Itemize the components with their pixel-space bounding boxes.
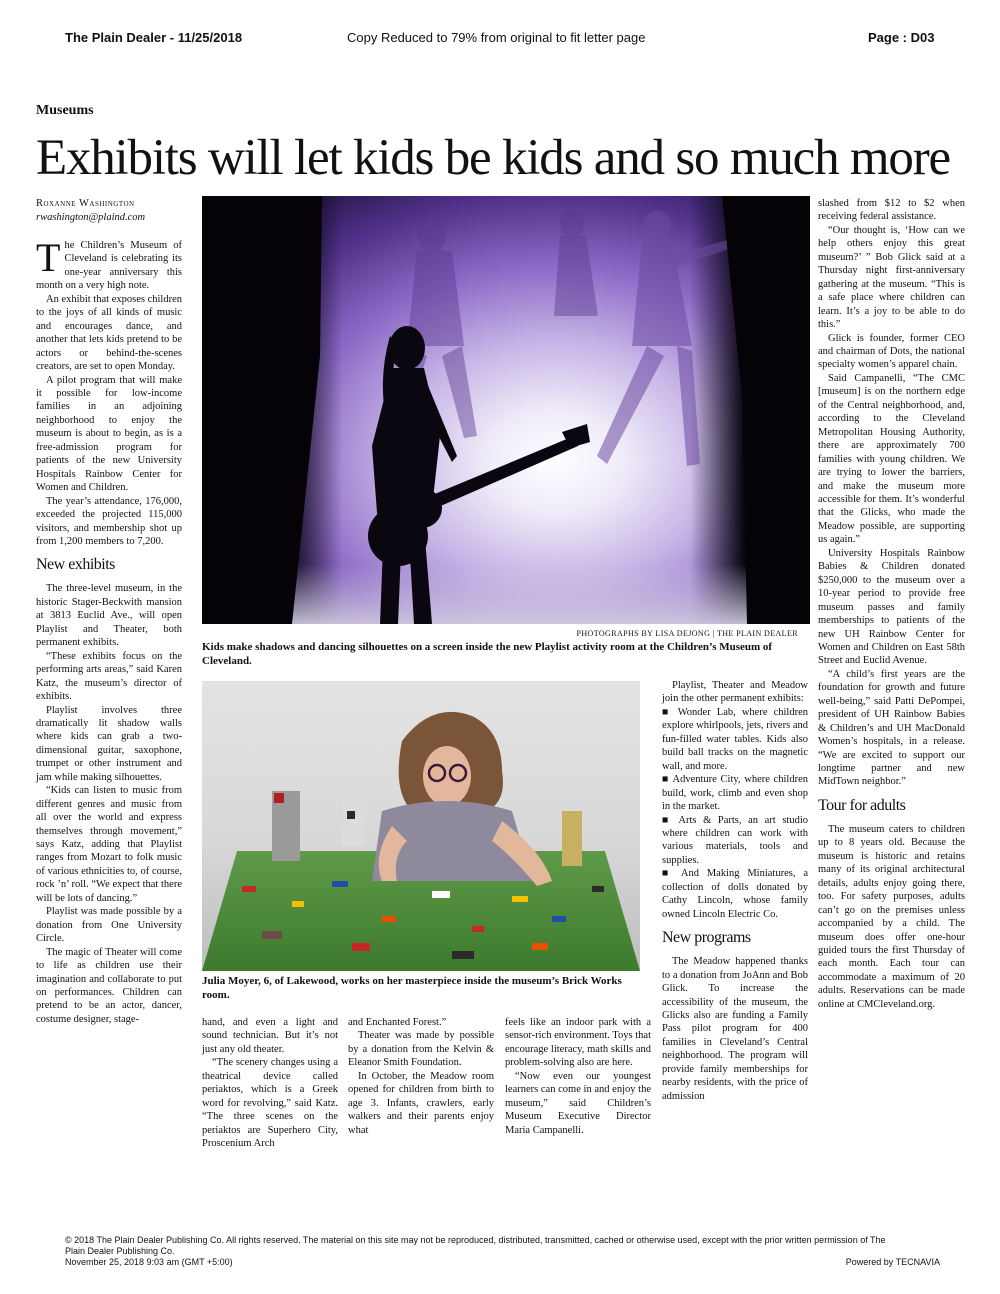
page-number: Page : D03 [868,30,935,45]
subhead-tour-for-adults: Tour for adults [818,796,906,814]
bullet-adventure-city: ■ Adventure City, where children build, work, climb and even shop in the market. [662,774,808,813]
bullet-wonder-lab: ■ Wonder Lab, where children explore whirlpools, jets, rivers and fun-filled water tables. Kids also build ball tracks on the magnetic wall, and more. [662,706,808,772]
paragraph: Theater was made by possible by a donation from the Kelvin & Eleanor Smith Foundation. [348,1030,494,1069]
subhead-new-exhibits: New exhibits [36,556,115,574]
column-5 [662,679,808,1103]
paragraph: “A child’s first years are the foundation for growth and future well-being,” said Patti DePompei, president of UH Rainbow Babies & Children’s and UH MacDonald Women’s hospitals, in a release. “We are excited to support our longtime partner and new MidTown neighbor.” [818,668,965,788]
photo-brick-works [202,681,640,971]
column-2 [202,1016,338,1151]
column-1 [36,197,182,1026]
silhouette-figures [202,196,810,624]
paragraph: Glick is founder, former CEO and chairman of Dots, the national specialty women’s apparel chain. [818,332,965,371]
caption-photo-2: Julia Moyer, 6, of Lakewood, works on her masterpiece inside the museum’s Brick Works room. [202,975,622,1001]
paragraph: “The scenery changes using a theatrical device called periaktos, which is a Greek word for revolving,” said Katz. “The three scenes on the periaktos are Superhero City, Proscenium Arch [202,1057,338,1150]
paragraph: hand, and even a light and sound technician. But it’s not just any old theater. [202,1017,338,1055]
column-4 [505,1016,651,1137]
copy-note: Copy Reduced to 79% from original to fit letter page [347,30,646,45]
paragraph: In October, the Meadow room opened for children from birth to age 3. Infants, crawlers, early walkers and their parents enjoy what [348,1070,494,1136]
paragraph: A pilot program that will make it possible for low-income families in an adjoining neighborhood to enjoy the museum is about to begin, as is a free-admission program for patients of the new University Hospitals Rainbow Center for Women and Children. [36,374,182,494]
paragraph: “Kids can listen to music from different genres and music from all over the world and express themselves through movement,” says Katz, adding that Playlist ranges from Mozart to folk music of various ethnicities to, of course, rock ’n’ roll. “We expect that there will be lots of dancing.” [36,785,182,904]
paragraph: Playlist involves three dramatically lit shadow walls where kids can grab a two-dimensional guitar, saxophone, trumpet or other instrument and jam while making silhouettes. [36,704,182,783]
column-6 [818,197,965,1011]
paragraph: Said Campanelli, “The CMC [museum] is on the northern edge of the Central neighborhood, and, according to the Cleveland Metropolitan Housing Authority, there are approximately 700 families with young children. We are trying to lower the barriers, and make the museum more accessible for them. It’s wonderful that the Glicks, who made the Meadow possible, are supporting us again.” [818,372,965,546]
bullet-arts-parts: ■ Arts & Parts, an art studio where children can work with various materials, tools and supplies. [662,814,808,866]
paragraph: An exhibit that exposes children to the joys of all kinds of music and encourages dance, and another that lets kids pretend to be actors or behind-the-scenes creators, are set to open Monday. [36,293,182,373]
paragraph: and Enchanted Forest.” [348,1017,447,1028]
paragraph: “Now even our youngest learners can come in and enjoy the museum,” said Children’s Museum Executive Director Maria Campanelli. [505,1070,651,1136]
paragraph: “Our thought is, ‘How can we help others enjoy this great museum?’ ” Bob Glick said at a Thursday night first-anniversary gathering at the museum. “This is a safe place where children can learn. It’s a joy to be able to do this.” [818,224,965,331]
column-3 [348,1016,494,1137]
paragraph: The year’s attendance, 176,000, exceeded the projected 115,000 visitors, and membership shot up from 1,200 members to 7,200. [36,495,182,547]
paragraph: The Meadow happened thanks to a donation from JoAnn and Bob Glick. To increase the accessibility of the museum, the Glicks also are funding a Family Pass pilot program for 400 families in Cleveland’s Central neighborhood. The program will provide family memberships for nearby residents, with the price of admission [662,956,808,1102]
caption-photo-1: Kids make shadows and dancing silhouettes on a screen inside the new Playlist activity room at the Children’s Museum of Cleveland. [202,641,773,667]
girl-with-bricks [202,681,640,971]
byline-email: rwashington@plaind.com [36,212,146,223]
paragraph: The magic of Theater will come to life as children use their imagination and collaborate to put on performances. Children can pretend to be an actor, dancer, costume designer, stage- [36,946,182,1025]
paper-date: The Plain Dealer - 11/25/2018 [65,30,243,45]
subhead-new-programs: New programs [662,929,751,947]
paragraph: feels like an indoor park with a sensor-rich environment. Toys that encourage literacy, math skills and problem-solving also are here. [505,1017,651,1069]
paragraph: The museum caters to children up to 8 years old. Because the museum is historic and retains many of its original architectural details, adults enjoy going there, too. For safety purposes, adults can’t go on the premises unless accompanied by a child. The museum does offer one-hour guided tours the first Thursday of each month. Each tour can accommodate a maximum of 20 adults. Reservations can be made online at CMCleveland.org. [818,823,965,1010]
photo-credit: PHOTOGRAPHS BY LISA DEJONG | THE PLAIN DEALER [576,629,798,638]
byline-name: Roxanne Washington [36,198,135,209]
powered-by: Powered by TECNAVIA [845,1257,940,1267]
paragraph: “These exhibits focus on the performing arts areas,” said Karen Katz, the museum’s director of exhibits. [36,650,182,703]
paragraph: he Children’s Museum of Cleveland is celebrating its one-year anniversary this month on a very high note. [36,240,182,292]
paragraph: University Hospitals Rainbow Babies & Children donated $250,000 to the museum over a 10-year period to provide free museum passes and family memberships to patients of the new UH Rainbow Center for Women and Children on East 58th Street and Euclid Avenue. [818,547,965,667]
paragraph: Playlist was made possible by a donation from One University Circle. [36,906,182,945]
paragraph: The three-level museum, in the historic Stager-Beckwith mansion at 3813 Euclid Ave., will open Playlist and Theater, both permanent exhibits. [36,583,182,649]
section-label: Museums [36,103,94,118]
paragraph: slashed from $12 to $2 when receiving federal assistance. [818,198,965,223]
footer-timestamp: November 25, 2018 9:03 am (GMT +5:00) [65,1257,233,1267]
headline: Exhibits will let kids be kids and so much more [36,130,950,186]
footer-copyright: © 2018 The Plain Dealer Publishing Co. All rights reserved. The material on this site may not be reproduced, distributed, transmitted, cached or otherwise used, except with the prior written permission of The Plain Dealer Publishing Co. [65,1235,886,1256]
photo-shadow-silhouettes [202,196,810,624]
bullet-making-miniatures: ■ And Making Miniatures, a collection of dolls donated by Cathy Lincoln, whose family owned Lincoln Electric Co. [662,868,808,920]
paragraph: Playlist, Theater and Meadow join the other permanent exhibits: [662,680,808,705]
dropcap: T [36,235,61,280]
